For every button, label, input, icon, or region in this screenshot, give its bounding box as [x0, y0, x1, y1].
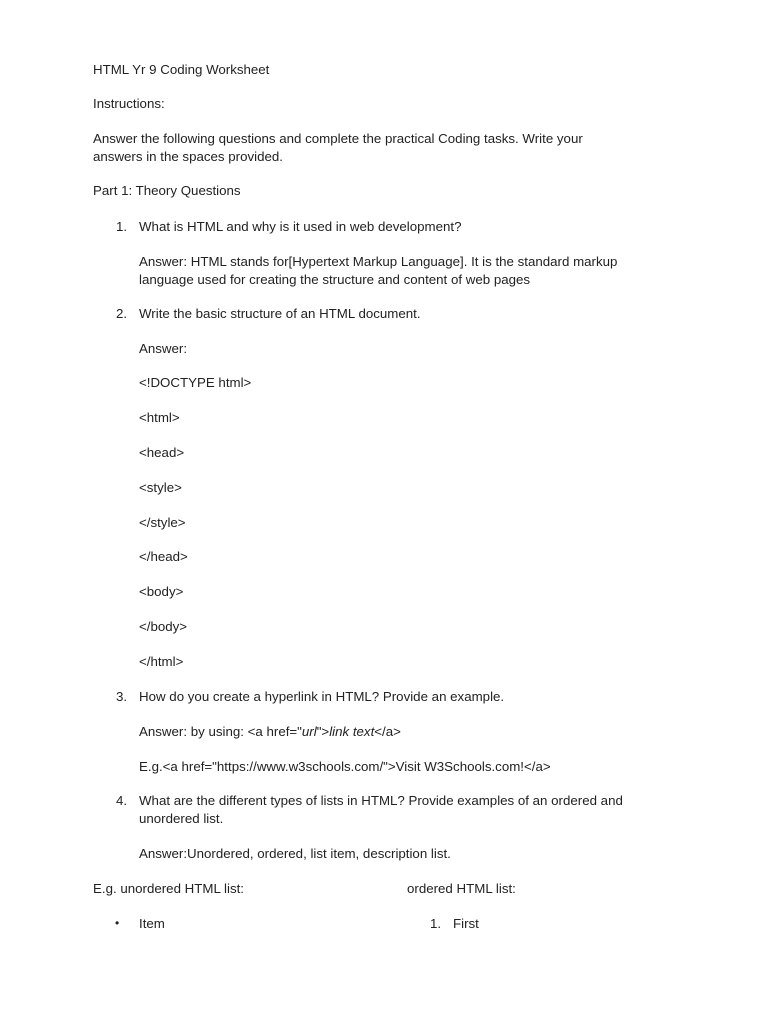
q4-question: What are the different types of lists in HTML? Provide examples of an ordered and unordered list.	[139, 793, 623, 826]
q1-answer: Answer: HTML stands for[Hypertext Markup Language]. It is the standard markup language used for creating the structure and content of web pages	[139, 254, 618, 287]
q3-answer-mid: ">	[316, 724, 330, 739]
code-line: </html>	[139, 654, 184, 669]
code-line: </body>	[139, 619, 188, 634]
q1-question: What is HTML and why is it used in web development?	[139, 219, 462, 234]
instructions-heading: Instructions:	[93, 96, 165, 111]
q3-answer-prefix: Answer: by using: <a href="	[139, 724, 302, 739]
instructions-text: Answer the following questions and complete the practical Coding tasks. Write your answers in the spaces provided.	[93, 131, 583, 164]
code-line: <body>	[139, 584, 184, 599]
q2-number: 2.	[116, 306, 128, 321]
q3-answer-url: url	[301, 724, 317, 739]
ordered-list-item: First	[453, 916, 479, 931]
ordered-list-number: 1.	[430, 916, 442, 931]
q4-answer: Answer:Unordered, ordered, list item, description list.	[139, 846, 451, 861]
bullet-icon: •	[115, 916, 120, 930]
q3-question: How do you create a hyperlink in HTML? Provide an example.	[139, 689, 505, 704]
worksheet-title: HTML Yr 9 Coding Worksheet	[93, 62, 270, 77]
part1-heading: Part 1: Theory Questions	[93, 183, 241, 198]
q3-example: E.g.<a href="https://www.w3schools.com/">Visit W3Schools.com!</a>	[139, 759, 551, 774]
q4-number: 4.	[116, 793, 128, 808]
ordered-list-label: ordered HTML list:	[407, 881, 516, 896]
code-line: </style>	[139, 515, 186, 530]
unordered-list-label: E.g. unordered HTML list:	[93, 881, 245, 896]
q3-answer	[139, 723, 668, 741]
code-line: <style>	[139, 480, 182, 495]
q2-question: Write the basic structure of an HTML document.	[139, 306, 421, 321]
code-line: <!DOCTYPE html>	[139, 375, 252, 390]
unordered-list-item: Item	[139, 916, 165, 931]
code-line: <html>	[139, 410, 180, 425]
q3-answer-linktext: link text	[329, 724, 375, 739]
q3-answer-suffix: </a>	[374, 724, 401, 739]
q2-answer-label: Answer:	[139, 341, 188, 356]
q3-number: 3.	[116, 689, 128, 704]
q1-number: 1.	[116, 219, 128, 234]
code-line: </head>	[139, 549, 188, 564]
code-line: <head>	[139, 445, 185, 460]
